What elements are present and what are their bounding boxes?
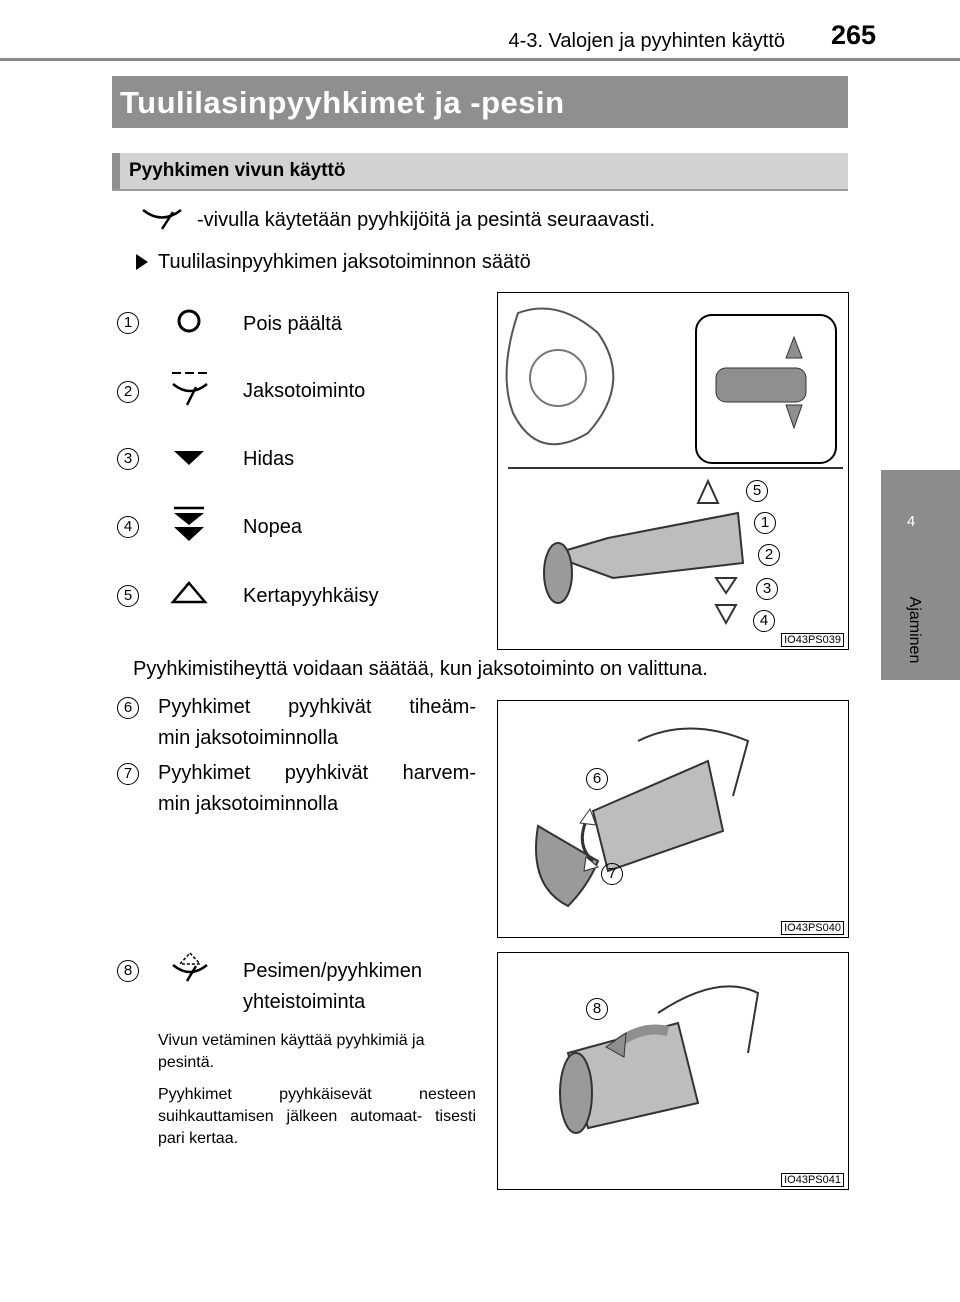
position-label: Hidas — [243, 448, 295, 470]
off-circle-icon — [176, 308, 202, 334]
fast-double-arrow-icon — [172, 505, 206, 543]
freq-item-line: min jaksotoiminnolla — [158, 793, 339, 815]
lever-illustration — [498, 293, 848, 649]
figure-caption: IO43PS039 — [781, 633, 844, 647]
bullet-heading: Tuulilasinpyyhkimen jaksotoiminnon säätö — [158, 251, 531, 273]
washer-paragraph: Pyyhkimet pyyhkäisevät nesteen suihkauttamisen jälkeen automaat- tisesti pari kertaa. — [158, 1086, 476, 1147]
figure-label: 6 — [586, 768, 608, 790]
callout-number: 6 — [117, 697, 139, 719]
figure-label: 5 — [746, 480, 768, 502]
figure-label: 7 — [601, 863, 623, 885]
mist-triangle-icon — [170, 580, 208, 606]
figure-steering-wiper-lever — [497, 292, 849, 650]
callout-number: 1 — [117, 312, 139, 334]
wiper-lever-icon — [140, 207, 184, 231]
washer-title: Pesimen/pyyhkimen — [243, 960, 422, 982]
figure-washer-pull — [497, 952, 849, 1190]
adjust-text: Pyyhkimistiheyttä voidaan säätää, kun jaksotoiminto on valittuna. — [133, 658, 708, 680]
intermittent-wiper-icon — [170, 370, 210, 410]
pull-illustration — [498, 953, 848, 1189]
subtitle: Pyyhkimen vivun käyttö — [129, 160, 346, 181]
figure-label: 2 — [758, 544, 780, 566]
callout-number: 3 — [117, 448, 139, 470]
figure-frequency-dial — [497, 700, 849, 938]
section-title: 4-3. Valojen ja pyyhinten käyttö — [508, 30, 785, 52]
figure-caption: IO43PS041 — [781, 1173, 844, 1187]
washer-wiper-icon — [170, 951, 210, 983]
subtitle-bar — [112, 153, 848, 191]
slow-arrow-icon — [172, 449, 206, 467]
figure-label: 4 — [753, 610, 775, 632]
figure-label: 1 — [754, 512, 776, 534]
washer-paragraph: Vivun vetäminen käyttää pyyhkimiä ja pesintä. — [158, 1032, 425, 1071]
header-rule — [0, 58, 960, 61]
title-bar — [112, 76, 848, 128]
washer-title: yhteistoiminta — [243, 991, 366, 1013]
callout-number: 5 — [117, 585, 139, 607]
chapter-label: Ajaminen — [906, 596, 923, 664]
page-number: 265 — [830, 20, 876, 50]
bullet-arrow-icon — [136, 254, 148, 270]
callout-number: 8 — [117, 960, 139, 982]
freq-item-line: Pyyhkimet pyyhkivät harvem- — [158, 762, 476, 784]
chapter-number: 4 — [906, 513, 916, 530]
dial-illustration — [498, 701, 848, 937]
position-label: Pois päältä — [243, 313, 342, 335]
intro-text: -vivulla käytetään pyyhkijöitä ja pesintä seuraavasti. — [197, 209, 656, 231]
figure-caption: IO43PS040 — [781, 921, 844, 935]
callout-number: 7 — [117, 763, 139, 785]
callout-number: 4 — [117, 516, 139, 538]
position-label: Nopea — [243, 516, 302, 538]
figure-label: 8 — [586, 998, 608, 1020]
position-label: Jaksotoiminto — [243, 380, 366, 402]
page-title: Tuulilasinpyyhkimet ja -pesin — [120, 85, 565, 120]
figure-label: 3 — [756, 578, 778, 600]
freq-item-line: Pyyhkimet pyyhkivät tiheäm- — [158, 696, 476, 718]
position-label: Kertapyyhkäisy — [243, 585, 379, 607]
freq-item-line: min jaksotoiminnolla — [158, 727, 339, 749]
callout-number: 2 — [117, 381, 139, 403]
